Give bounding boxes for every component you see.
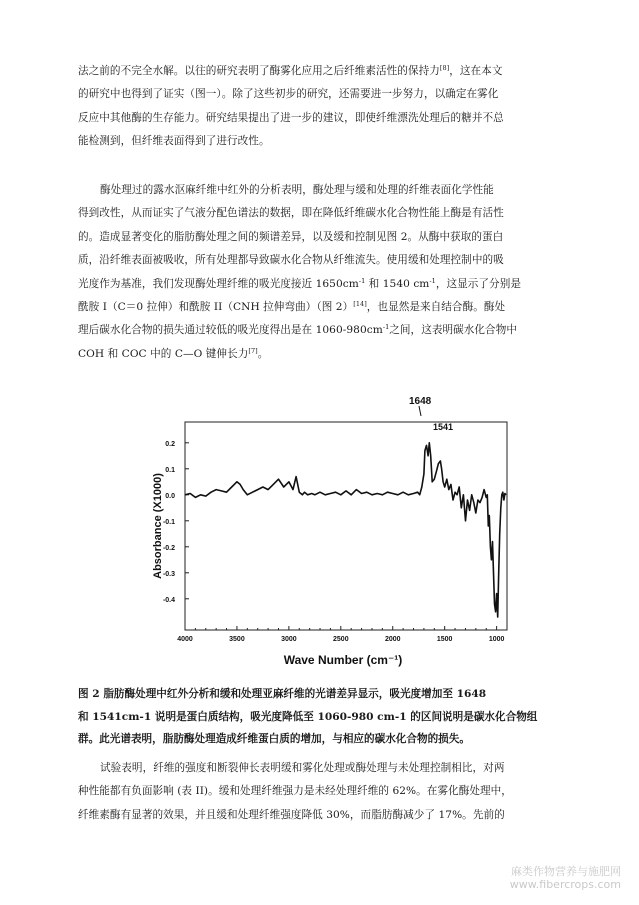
x-tick-label: 4000: [177, 636, 193, 643]
watermark-title: 麻类作物营养与施肥网: [511, 865, 621, 878]
figure-caption: [78, 683, 558, 751]
x-tick-label: 3000: [281, 636, 297, 643]
y-tick-label: -0.1: [162, 518, 175, 526]
y-tick-label: 0.2: [165, 440, 175, 448]
y-tick-label: 0.0: [165, 492, 175, 500]
caption-line: 群。此光谱表明，脂肪酶处理造成纤维蛋白质的增加，与相应的碳水化合物的损失。: [78, 733, 470, 746]
citation: [7]: [248, 346, 258, 355]
text-line: 得到改性，从而证实了气液分配色谱法的数据，即在降低纤维碳水化合物性能上酶是有活性: [78, 207, 504, 220]
x-tick-label: 2000: [384, 636, 401, 643]
ir-spectrum-chart: [143, 386, 523, 676]
text-line: 质，沿纤维表面被吸收，所有处理都导致碳水化合物从纤维流失。使用缓和处理控制中的吸: [78, 254, 504, 267]
site-watermark: [510, 865, 621, 891]
text-line: COH 和 COC 中的 C—O 键伸长力[7]。: [78, 346, 269, 360]
text-line: 试验表明，纤维的强度和断裂伸长表明缓和雾化处理或酶处理与未处理控制相比，对两: [100, 762, 505, 774]
peak-label-1541: 1541: [433, 422, 454, 432]
text-line: 纤维素酶有显著的效果，并且缓和处理纤维强度降低 30%，而脂肪酶减少了 17%。先前的: [78, 808, 505, 821]
caption-line: 图 2 脂肪酶处理中红外分析和缓和处理亚麻纤维的光谱差异显示，吸光度增加至 1648: [78, 688, 487, 700]
paragraph-1: [78, 60, 558, 154]
text-line: 光度作为基准，我们发现酶处理纤维的吸光度接近 $1650cm^{-1}$ 和 1540 $cm^{-1}$，这显示了分别是: [78, 276, 521, 290]
y-axis-label: Absorbance (X1000): [152, 473, 164, 579]
x-tick-label: 2500: [333, 636, 349, 643]
y-tick-label: -0.4: [162, 596, 175, 604]
paragraph-2: [78, 179, 558, 366]
peak-pointer: [419, 406, 421, 416]
citation: [14]: [353, 300, 367, 309]
text-line: 反应中其他酶的生存能力。研究结果提出了进一步的建议，即使纤维漂洗处理后的糖并不总: [78, 111, 504, 124]
text-line: 酰胺 I（C＝0 拉伸）和酰胺 II（CNH 拉伸弯曲）（图 2）[14]，也显然是来自结合酶。酶处: [78, 300, 506, 314]
x-tick-label: 3500: [229, 636, 245, 643]
y-tick-label: 0.1: [165, 466, 175, 474]
peak-label-1648: 1648: [409, 396, 432, 407]
plot-frame: [185, 422, 507, 630]
text-line: 种性能都有负面影响 (表 II)。缓和处理纤维强力是未经处理纤维的 62%。在雾化酶处理中，: [78, 785, 512, 798]
watermark-url: www.fibercrops.com: [509, 878, 621, 891]
citation: [8]: [439, 64, 450, 72]
text-line: 的。造成显著变化的脂肪酶处理之间的频谱差异，以及缓和控制见图 2。从酶中获取的蛋白: [78, 230, 504, 243]
x-axis-label: Wave Number (cm⁻¹): [283, 653, 403, 667]
text-line: 法之前的不完全水解。以往的研究表明了酶雾化应用之后纤维素活性的保持力[8]，这在本文: [78, 64, 503, 77]
text-line: 的研究中也得到了证实（图一）。除了这些初步的研究，还需要进一步努力，以确定在雾化: [78, 88, 499, 101]
x-tick-label: 1500: [436, 636, 453, 643]
spectrum-figure: [143, 386, 523, 676]
paragraph-3: [78, 757, 558, 827]
text-line: 能检测到，但纤维表面得到了进行改性。: [78, 135, 270, 148]
x-tick-label: 1000: [488, 636, 505, 643]
caption-line: 和 1541cm-1 说明是蛋白质结构，吸光度降低至 1060-980 cm-1 的区间说明是碳水化合物组: [78, 710, 538, 723]
y-tick-label: -0.3: [162, 570, 175, 578]
spectrum-line: [185, 443, 506, 617]
y-tick-label: -0.2: [162, 544, 175, 552]
text-line: 酶处理过的露水沤麻纤维中红外的分析表明，酶处理与缓和处理的纤维表面化学性能: [100, 184, 494, 196]
text-line: 理后碳水化合物的损失通过较低的吸光度得出是在 $1060-980cm^{-1}$之间，这表明碳水化合物中: [78, 323, 517, 337]
x-axis-ticks: [177, 626, 504, 643]
